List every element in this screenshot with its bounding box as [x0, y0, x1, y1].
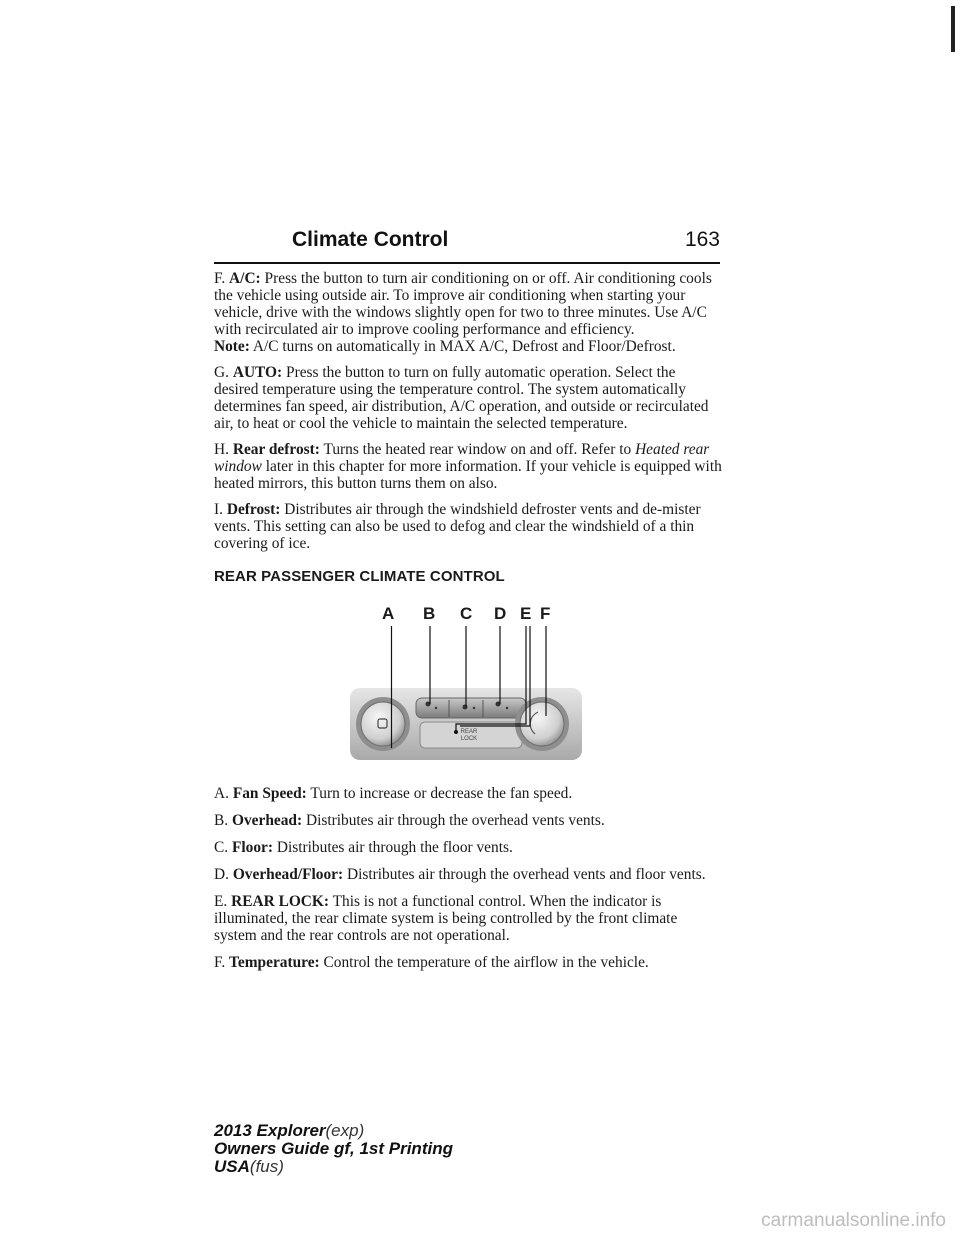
callout-c: C	[460, 604, 473, 623]
item-label: AUTO:	[232, 364, 283, 381]
item-label: A/C:	[229, 270, 261, 287]
item-label: Floor:	[231, 839, 274, 856]
paragraph-h	[214, 441, 722, 492]
item-text: Press the button to turn air conditioning on or off. Air conditioning cools the vehicle using outside air. To improve air conditioning when starting your vehicle, drive with the windows slightly open for two to three minutes. Use A/C with recirculated air to improve cooling performance and efficiency.	[214, 270, 712, 338]
item-label: Overhead/Floor:	[232, 866, 344, 883]
item-d	[214, 866, 722, 883]
item-label: Fan Speed:	[232, 785, 307, 802]
item-text: Distributes air through the overhead vents and floor vents.	[346, 866, 706, 883]
floor-icon	[463, 705, 468, 710]
item-a	[214, 785, 722, 802]
callout-b: B	[423, 604, 436, 623]
item-f	[214, 954, 722, 971]
callout-e: E	[520, 604, 532, 623]
item-label: Defrost:	[226, 501, 281, 518]
item-letter: B.	[214, 812, 229, 829]
callout-a: A	[382, 604, 395, 623]
footer-market-code: (fus)	[249, 1157, 284, 1176]
mode-button-strip	[416, 698, 526, 718]
item-letter: E.	[214, 893, 228, 910]
item-letter: C.	[214, 839, 229, 856]
crop-mark	[951, 6, 955, 52]
item-letter: A.	[214, 785, 229, 802]
paragraph-g	[214, 364, 722, 432]
item-text: This is not a functional control. When the indicator is illuminated, the rear climate system is being controlled by the front climate system and the rear controls are not operational.	[214, 893, 678, 944]
item-letter: G.	[214, 364, 229, 381]
item-text: Turns the heated rear window on and off. Refer to	[323, 441, 632, 458]
body-text-bottom	[214, 785, 722, 981]
item-text: Turn to increase or decrease the fan speed.	[310, 785, 573, 802]
callout-f: F	[540, 604, 551, 623]
item-letter: I.	[214, 501, 223, 518]
header-rule	[214, 262, 720, 264]
item-text: Distributes air through the floor vents.	[276, 839, 513, 856]
note-text: A/C turns on automatically in MAX A/C, Defrost and Floor/Defrost.	[252, 338, 676, 355]
site-watermark: carmanualsonline.info	[761, 1210, 946, 1231]
rear-climate-control-figure	[350, 600, 582, 760]
rear-lock-label: REAR LOCK	[460, 729, 478, 742]
item-text: Distributes air through the windshield defroster vents and de-mister vents. This setting can also be used to defog and clear the windshield of a thin covering of ice.	[214, 501, 701, 552]
section-heading: REAR PASSENGER CLIMATE CONTROL	[214, 568, 505, 585]
item-label: REAR LOCK:	[231, 893, 330, 910]
item-label: Rear defrost:	[232, 441, 320, 458]
paragraph-f	[214, 270, 722, 338]
item-text: Control the temperature of the airflow in the vehicle.	[323, 954, 649, 971]
item-text: Press the button to turn on fully automatic operation. Select the desired temperature using the temperature control. The system automatically determines fan speed, air distribution, A/C operation, and outside or recirculated air, to heat or cool the vehicle to maintain the selected temperature.	[214, 364, 709, 432]
item-text: Distributes air through the overhead vents vents.	[305, 812, 605, 829]
item-text: later in this chapter for more information. If your vehicle is equipped with heated mirrors, this button turns them on also.	[214, 458, 722, 492]
page-header	[214, 228, 720, 258]
item-letter: F.	[214, 270, 226, 287]
footer-edition: Owners Guide gf, 1st Printing	[214, 1139, 453, 1158]
fan-speed-knob	[361, 702, 405, 746]
item-b	[214, 812, 722, 829]
item-letter: D.	[214, 866, 229, 883]
callout-d: D	[494, 604, 507, 623]
item-e	[214, 893, 722, 944]
item-letter: H.	[214, 441, 229, 458]
footer-model-code: (exp)	[325, 1121, 365, 1140]
page-number: 163	[684, 228, 720, 251]
item-c	[214, 839, 722, 856]
cross-reference: Heated rear window	[214, 441, 710, 475]
item-label: Overhead:	[231, 812, 303, 829]
item-label: Temperature:	[229, 954, 320, 971]
chapter-title: Climate Control	[292, 228, 449, 251]
paragraph-note	[214, 338, 722, 355]
print-footer	[214, 1122, 453, 1176]
item-letter: F.	[214, 954, 226, 971]
footer-model: 2013 Explorer	[214, 1121, 326, 1140]
body-text-top	[214, 270, 722, 585]
note-label: Note:	[214, 338, 250, 355]
footer-market: USA	[214, 1157, 250, 1176]
paragraph-i	[214, 501, 722, 552]
